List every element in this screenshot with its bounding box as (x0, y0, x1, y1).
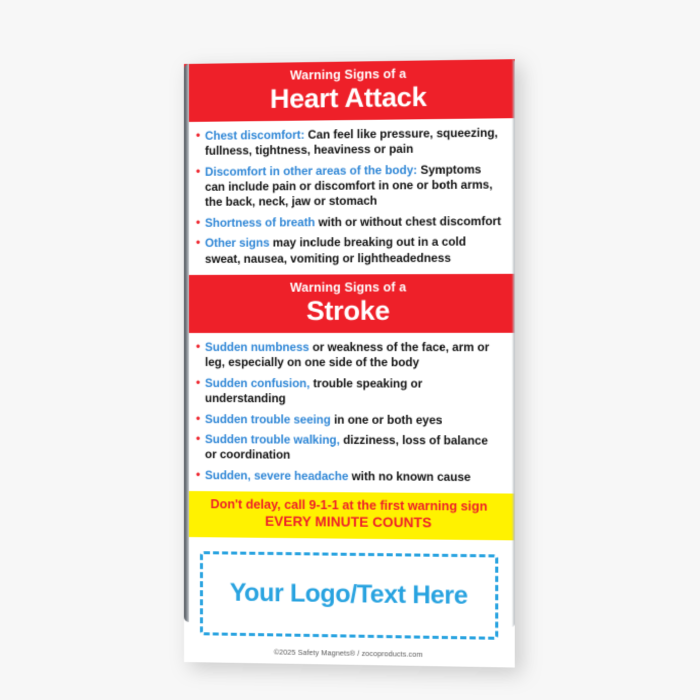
list-item (196, 412, 502, 429)
stroke-banner (184, 274, 515, 333)
alert-line-2: EVERY MINUTE COUNTS (264, 513, 432, 531)
list-item (196, 468, 502, 486)
call-911-alert (184, 491, 515, 540)
list-item-lead: Sudden trouble seeing (204, 412, 331, 427)
list-item (196, 162, 502, 211)
card-left-edge (184, 64, 189, 622)
list-item-lead: Chest discomfort: (204, 128, 305, 143)
list-item-lead: Discomfort in other areas of the body: (204, 163, 418, 179)
list-item (196, 214, 502, 231)
heart-attack-list (184, 118, 515, 275)
list-item-lead: Shortness of breath (204, 215, 316, 230)
list-item-lead: Other signs (204, 236, 270, 251)
heart-attack-banner (184, 59, 515, 122)
list-item-lead: Sudden numbness (204, 340, 310, 354)
list-item-rest: may include breaking out in a cold sweat, nausea, vomiting or lightheadedness (204, 235, 467, 266)
card-right-edge (512, 59, 515, 627)
list-item-rest: trouble speaking or understanding (204, 376, 423, 406)
list-item-rest: in one or both eyes (330, 413, 443, 427)
list-item (196, 376, 502, 408)
list-item-rest: with no known cause (348, 469, 471, 484)
list-item-rest: dizziness, loss of balance or coordination (204, 433, 488, 463)
copyright-footer: ©2025 Safety Magnets® / zocoproducts.com (184, 641, 515, 668)
logo-placeholder-text: Your Logo/Text Here (229, 578, 468, 611)
alert-line-1: Don't delay, call 9-1-1 at the first warning sign (210, 497, 488, 514)
list-item (196, 234, 502, 267)
list-item-lead: Sudden trouble walking, (204, 433, 340, 447)
heart-attack-banner-subtitle: Warning Signs of a (290, 66, 407, 83)
magnet-card (184, 59, 515, 659)
list-item-lead: Sudden confusion, (204, 376, 310, 391)
logo-placeholder-box (200, 551, 498, 640)
list-item-rest: Symptoms can include pain or discomfort in one or both arms, the back, neck, jaw or stomach (204, 162, 493, 210)
stroke-banner-title: Stroke (306, 295, 390, 326)
list-item (196, 125, 502, 159)
list-item (196, 432, 502, 465)
magnet-card-wrapper (184, 59, 515, 659)
heart-attack-banner-title: Heart Attack (269, 81, 427, 114)
list-item-lead: Sudden, severe headache (204, 468, 349, 483)
list-item-rest: Can feel like pressure, squeezing, fullness, tightness, heaviness or pain (204, 126, 498, 159)
list-item (196, 340, 502, 371)
stroke-list (184, 333, 515, 494)
logo-zone (184, 537, 515, 646)
stroke-banner-subtitle: Warning Signs of a (290, 280, 407, 295)
list-item-rest: with or without chest discomfort (315, 214, 502, 230)
list-item-rest: or weakness of the face, arm or leg, especially on one side of the body (204, 340, 490, 370)
